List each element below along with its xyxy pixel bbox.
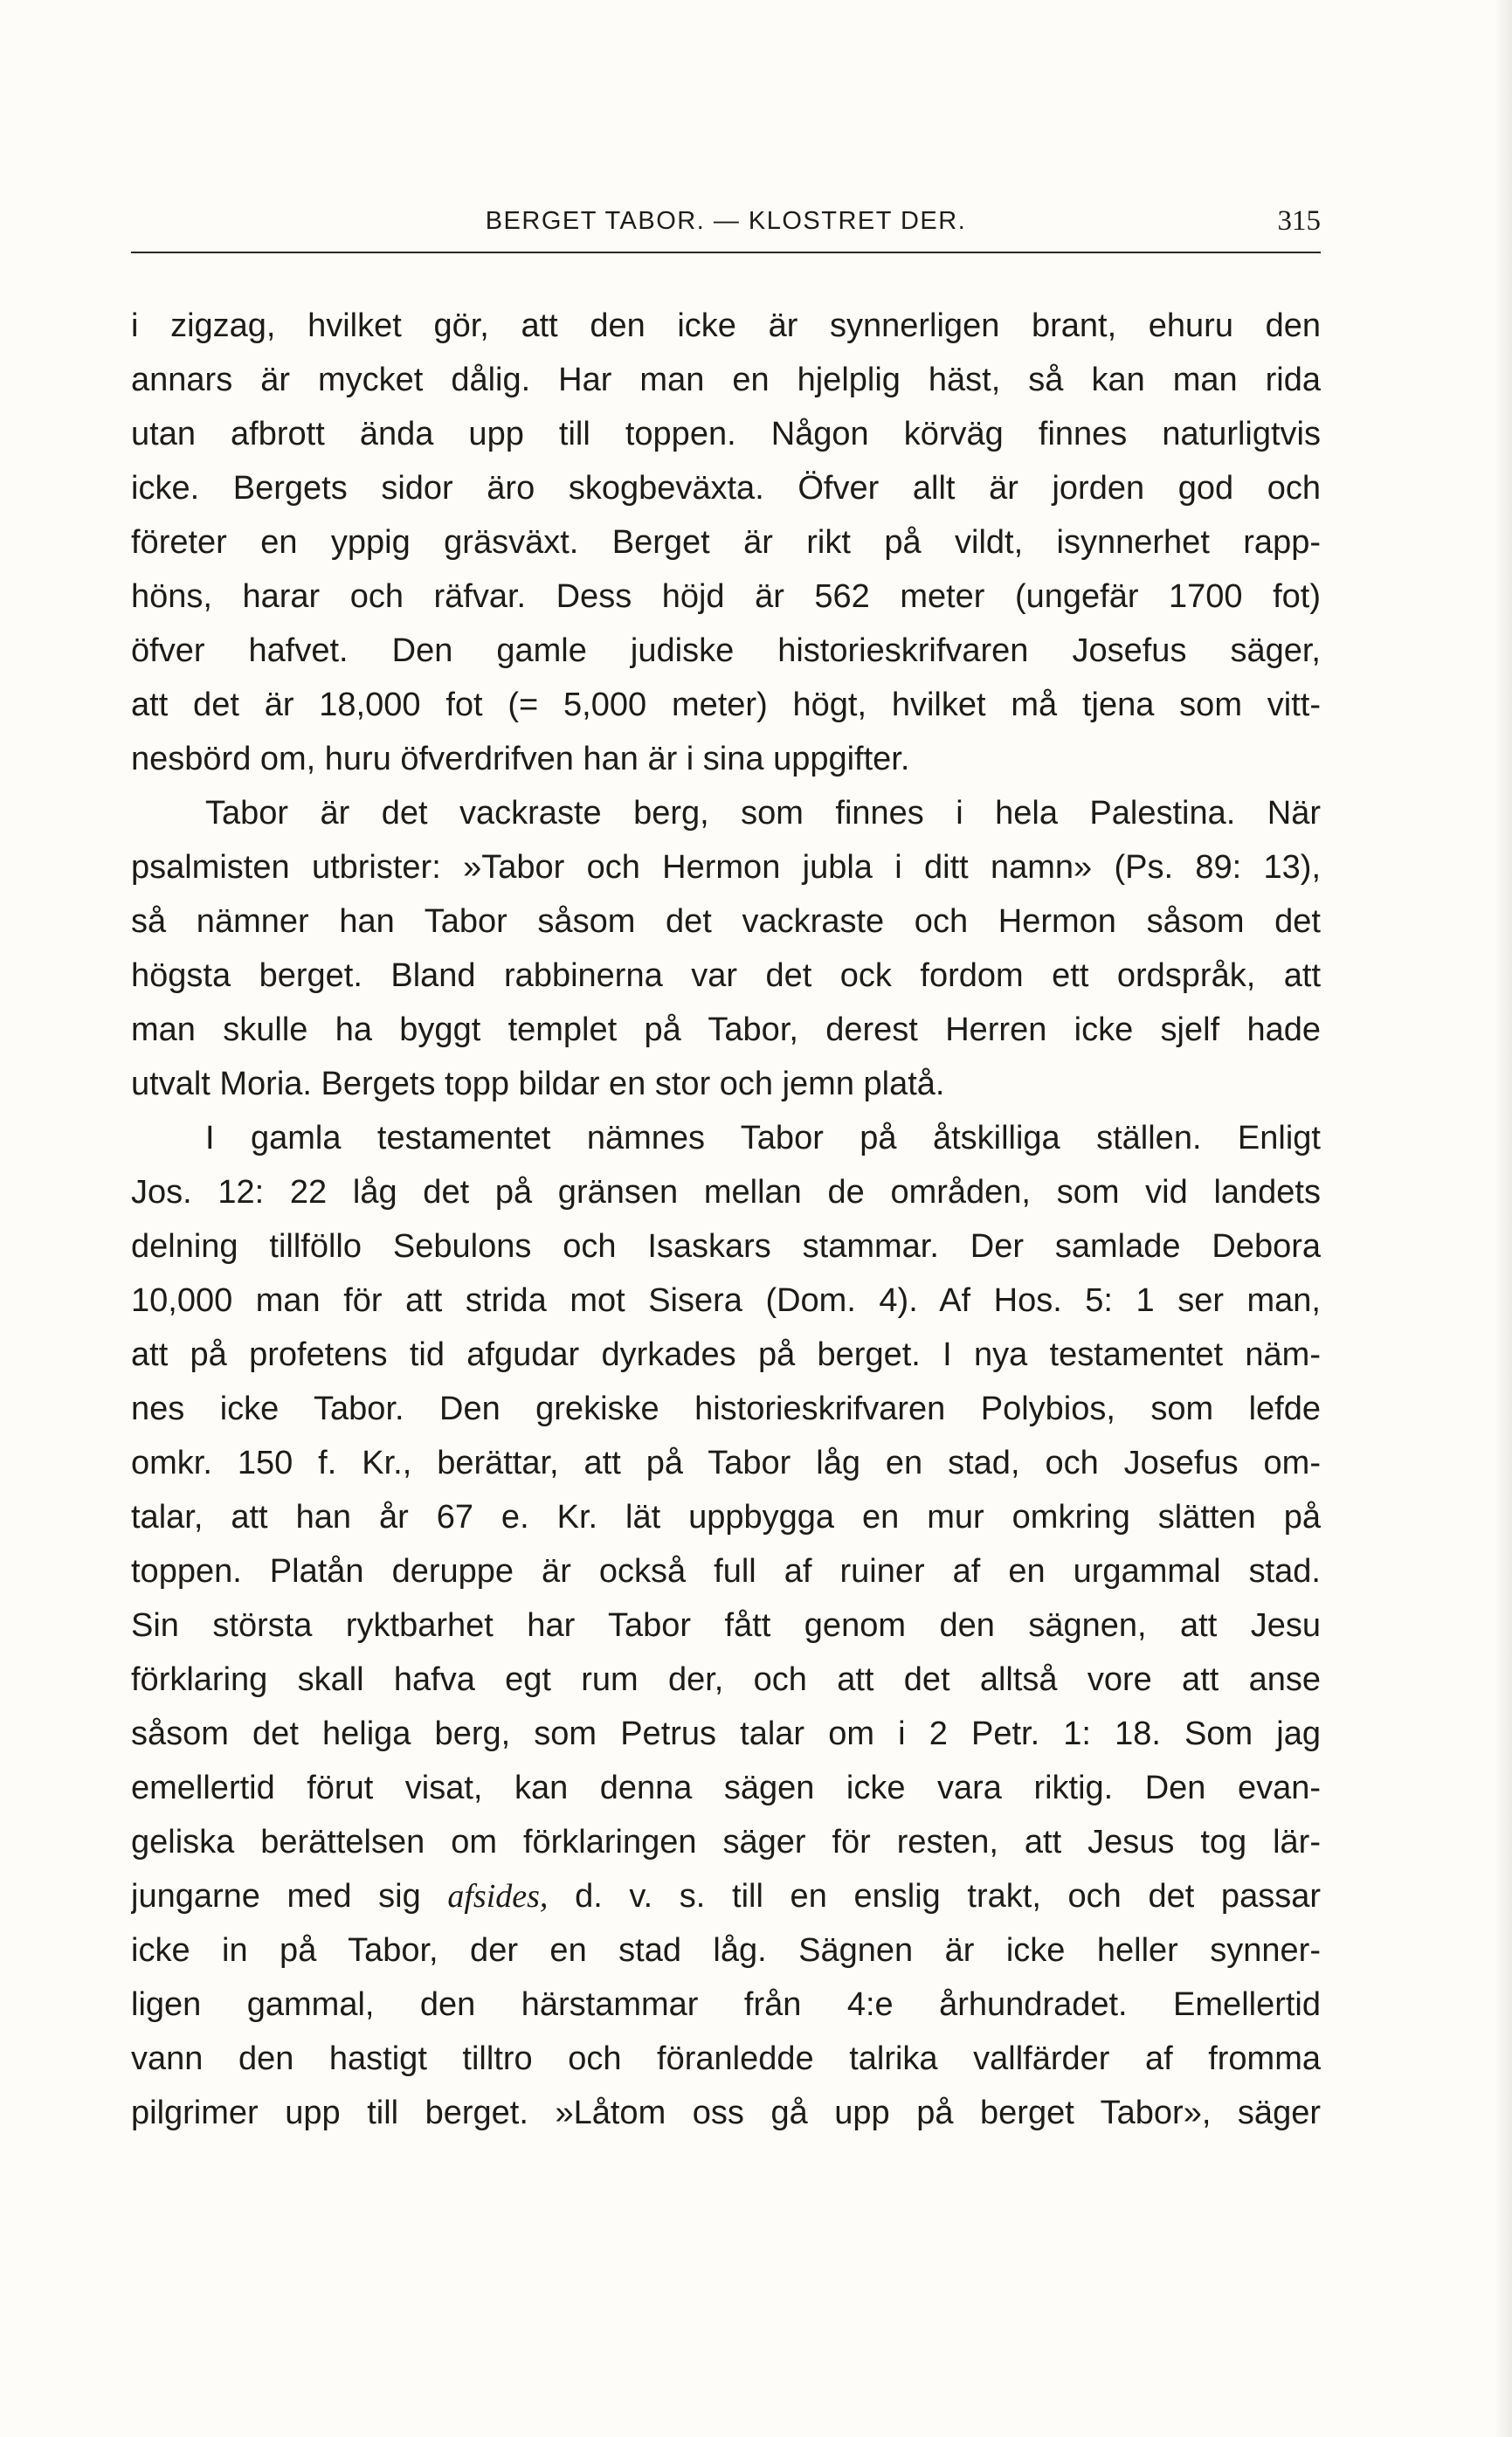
text-line: pilgrimer upp till berget. »Låtom oss gå upp på berget Tabor», säger bbox=[131, 2095, 1321, 2131]
text-line: emellertid förut visat, kan denna sägen icke vara riktig. Den evan- bbox=[131, 1770, 1321, 1806]
text-line: höns, harar och räfvar. Dess höjd är 562 meter (ungefär 1700 fot) bbox=[131, 578, 1321, 615]
text-segment: jungarne med sig bbox=[131, 1878, 421, 1915]
text-line: såsom det heliga berg, som Petrus talar om i 2 Petr. 1: 18. Som jag bbox=[131, 1716, 1321, 1752]
text-line: att på profetens tid afgudar dyrkades på berget. I nya testamentet näm- bbox=[131, 1336, 1321, 1373]
running-head bbox=[131, 199, 1321, 243]
text-line: öfver hafvet. Den gamle judiske historieskrifvaren Josefus säger, bbox=[131, 632, 1321, 669]
paragraph-end-line: nesbörd om, huru öfverdrifven han är i sina uppgifter. bbox=[131, 741, 910, 777]
text-line: psalmisten utbrister: »Tabor och Hermon jubla i ditt namn» (Ps. 89: 13), bbox=[131, 849, 1321, 886]
text-line: förklaring skall hafva egt rum der, och att det alltså vore att anse bbox=[131, 1661, 1321, 1698]
text-line: högsta berget. Bland rabbinerna var det ock fordom ett ordspråk, att bbox=[131, 957, 1321, 994]
paragraph-end-line: utvalt Moria. Bergets topp bildar en stor och jemn platå. bbox=[131, 1066, 945, 1102]
text-line: annars är mycket dålig. Har man en hjelplig häst, så kan man rida bbox=[131, 362, 1321, 398]
text-line: man skulle ha byggt templet på Tabor, derest Herren icke sjelf hade bbox=[131, 1011, 1321, 1048]
text-line: företer en yppig gräsväxt. Berget är rikt på vildt, isynnerhet rapp- bbox=[131, 524, 1321, 561]
header-rule bbox=[131, 252, 1321, 253]
text-line: utan afbrott ända upp till toppen. Någon körväg finnes naturligtvis bbox=[131, 416, 1321, 452]
text-line: toppen. Platån deruppe är också full af ruiner af en urgammal stad. bbox=[131, 1553, 1321, 1590]
text-line: 10,000 man för att strida mot Sisera (Dom. 4). Af Hos. 5: 1 ser man, bbox=[131, 1282, 1321, 1319]
paragraph-start-line: Tabor är det vackraste berg, som finnes i hela Palestina. När bbox=[205, 795, 1321, 832]
text-line: delning tillföllo Sebulons och Isaskars stammar. Der samlade Debora bbox=[131, 1228, 1321, 1265]
running-title: BERGET TABOR. — KLOSTRET DER. bbox=[485, 207, 967, 235]
text-line: nes icke Tabor. Den grekiske historieskrifvaren Polybios, som lefde bbox=[131, 1391, 1321, 1427]
page-edge-shadow bbox=[1495, 0, 1512, 2437]
text-line: i zigzag, hvilket gör, att den icke är synnerligen brant, ehuru den bbox=[131, 307, 1321, 344]
text-line: så nämner han Tabor såsom det vackraste och Hermon såsom det bbox=[131, 903, 1321, 940]
text-line: vann den hastigt tilltro och föranledde talrika vallfärder af fromma bbox=[131, 2040, 1321, 2077]
text-segment: d. v. s. till en enslig trakt, och det passar bbox=[575, 1878, 1321, 1915]
text-line: icke. Bergets sidor äro skogbeväxta. Öfver allt är jorden god och bbox=[131, 470, 1321, 507]
text-line: Jos. 12: 22 låg det på gränsen mellan de områden, som vid landets bbox=[131, 1174, 1321, 1211]
text-line: Sin största ryktbarhet har Tabor fått genom den sägnen, att Jesu bbox=[131, 1607, 1321, 1644]
body-text bbox=[131, 299, 1321, 2140]
text-line: ligen gammal, den härstammar från 4:e århundradet. Emellertid bbox=[131, 1986, 1321, 2023]
text-line: geliska berättelsen om förklaringen säger för resten, att Jesus tog lär- bbox=[131, 1824, 1321, 1861]
paragraph-start-line: I gamla testamentet nämnes Tabor på åtskilliga ställen. Enligt bbox=[205, 1120, 1321, 1156]
text-line: omkr. 150 f. Kr., berättar, att på Tabor låg en stad, och Josefus om- bbox=[131, 1445, 1321, 1481]
text-line: talar, att han år 67 e. Kr. lät uppbygga en mur omkring slätten på bbox=[131, 1499, 1321, 1536]
italic-word: afsides, bbox=[447, 1878, 549, 1915]
text-line: att det är 18,000 fot (= 5,000 meter) högt, hvilket må tjena som vitt- bbox=[131, 687, 1321, 723]
text-line: icke in på Tabor, der en stad låg. Sägnen är icke heller synner- bbox=[131, 1932, 1321, 1969]
text-line-with-italic bbox=[131, 1869, 1321, 1923]
page-number: 315 bbox=[1277, 205, 1321, 237]
